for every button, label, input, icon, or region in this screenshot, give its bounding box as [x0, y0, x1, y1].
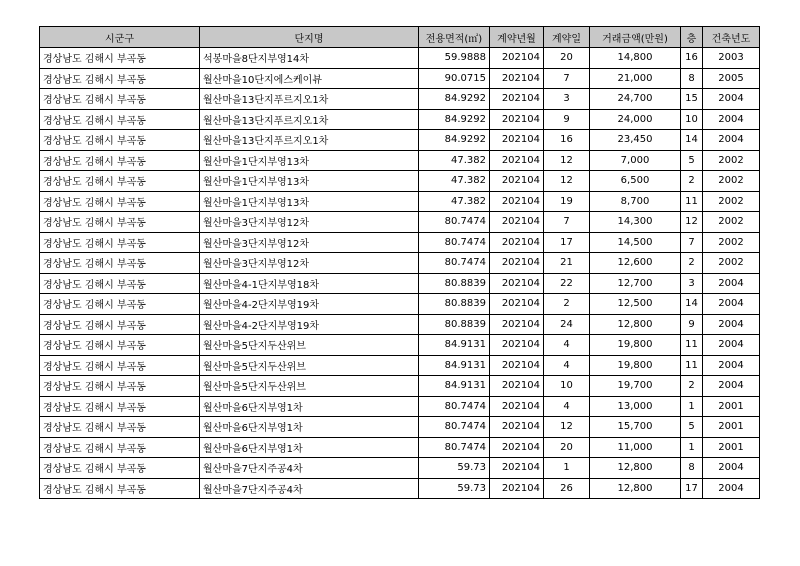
- floor-cell: 1: [681, 437, 703, 458]
- header-area: 전용면적(㎡): [419, 27, 490, 48]
- district-cell: 경상남도 김해시 부곡동: [40, 294, 200, 315]
- contract-day-cell: 4: [544, 396, 590, 417]
- price-cell: 14,500: [590, 232, 681, 253]
- price-cell: 11,000: [590, 437, 681, 458]
- floor-cell: 10: [681, 109, 703, 130]
- price-cell: 24,700: [590, 89, 681, 110]
- area-cell: 90.0715: [419, 68, 490, 89]
- contract-day-cell: 20: [544, 437, 590, 458]
- contract-month-cell: 202104: [490, 478, 544, 499]
- contract-day-cell: 17: [544, 232, 590, 253]
- area-cell: 84.9131: [419, 355, 490, 376]
- area-cell: 47.382: [419, 191, 490, 212]
- price-cell: 19,800: [590, 355, 681, 376]
- area-cell: 84.9292: [419, 89, 490, 110]
- contract-month-cell: 202104: [490, 109, 544, 130]
- area-cell: 84.9292: [419, 109, 490, 130]
- build-year-cell: 2002: [703, 232, 760, 253]
- contract-month-cell: 202104: [490, 335, 544, 356]
- contract-day-cell: 3: [544, 89, 590, 110]
- price-cell: 15,700: [590, 417, 681, 438]
- district-cell: 경상남도 김해시 부곡동: [40, 109, 200, 130]
- complex-name-cell: 월산마을13단지푸르지오1차: [200, 109, 419, 130]
- build-year-cell: 2002: [703, 212, 760, 233]
- price-cell: 14,800: [590, 48, 681, 69]
- build-year-cell: 2004: [703, 294, 760, 315]
- contract-day-cell: 12: [544, 417, 590, 438]
- header-contract-month: 계약년월: [490, 27, 544, 48]
- contract-month-cell: 202104: [490, 191, 544, 212]
- table-row: [40, 130, 760, 151]
- table-row: [40, 314, 760, 335]
- table-row: [40, 150, 760, 171]
- build-year-cell: 2004: [703, 89, 760, 110]
- build-year-cell: 2004: [703, 376, 760, 397]
- complex-name-cell: 월산마을13단지푸르지오1차: [200, 130, 419, 151]
- floor-cell: 14: [681, 294, 703, 315]
- district-cell: 경상남도 김해시 부곡동: [40, 417, 200, 438]
- floor-cell: 3: [681, 273, 703, 294]
- contract-day-cell: 9: [544, 109, 590, 130]
- complex-name-cell: 월산마을3단지부영12차: [200, 212, 419, 233]
- district-cell: 경상남도 김해시 부곡동: [40, 396, 200, 417]
- table-row: [40, 294, 760, 315]
- price-cell: 8,700: [590, 191, 681, 212]
- complex-name-cell: 월산마을6단지부영1차: [200, 396, 419, 417]
- district-cell: 경상남도 김해시 부곡동: [40, 232, 200, 253]
- contract-month-cell: 202104: [490, 294, 544, 315]
- complex-name-cell: 석봉마을8단지부영14차: [200, 48, 419, 69]
- complex-name-cell: 월산마을4-1단지부영18차: [200, 273, 419, 294]
- contract-month-cell: 202104: [490, 232, 544, 253]
- contract-month-cell: 202104: [490, 314, 544, 335]
- contract-day-cell: 2: [544, 294, 590, 315]
- contract-day-cell: 10: [544, 376, 590, 397]
- table-row: [40, 171, 760, 192]
- build-year-cell: 2003: [703, 48, 760, 69]
- district-cell: 경상남도 김해시 부곡동: [40, 68, 200, 89]
- complex-name-cell: 월산마을1단지부영13차: [200, 150, 419, 171]
- price-cell: 7,000: [590, 150, 681, 171]
- header-contract-day: 계약일: [544, 27, 590, 48]
- contract-month-cell: 202104: [490, 130, 544, 151]
- table-row: [40, 478, 760, 499]
- floor-cell: 17: [681, 478, 703, 499]
- contract-day-cell: 4: [544, 335, 590, 356]
- contract-day-cell: 24: [544, 314, 590, 335]
- complex-name-cell: 월산마을5단지두산위브: [200, 376, 419, 397]
- district-cell: 경상남도 김해시 부곡동: [40, 335, 200, 356]
- contract-day-cell: 19: [544, 191, 590, 212]
- contract-day-cell: 4: [544, 355, 590, 376]
- district-cell: 경상남도 김해시 부곡동: [40, 376, 200, 397]
- contract-month-cell: 202104: [490, 273, 544, 294]
- contract-day-cell: 20: [544, 48, 590, 69]
- floor-cell: 11: [681, 335, 703, 356]
- floor-cell: 16: [681, 48, 703, 69]
- district-cell: 경상남도 김해시 부곡동: [40, 273, 200, 294]
- contract-month-cell: 202104: [490, 171, 544, 192]
- district-cell: 경상남도 김해시 부곡동: [40, 48, 200, 69]
- floor-cell: 5: [681, 417, 703, 438]
- contract-month-cell: 202104: [490, 150, 544, 171]
- contract-month-cell: 202104: [490, 48, 544, 69]
- floor-cell: 11: [681, 191, 703, 212]
- area-cell: 80.7474: [419, 212, 490, 233]
- price-cell: 21,000: [590, 68, 681, 89]
- area-cell: 59.73: [419, 478, 490, 499]
- table-row: [40, 212, 760, 233]
- floor-cell: 8: [681, 68, 703, 89]
- table-row: [40, 335, 760, 356]
- area-cell: 80.7474: [419, 232, 490, 253]
- contract-month-cell: 202104: [490, 396, 544, 417]
- table-row: [40, 355, 760, 376]
- area-cell: 80.7474: [419, 437, 490, 458]
- table-row: [40, 48, 760, 69]
- build-year-cell: 2004: [703, 355, 760, 376]
- price-cell: 12,500: [590, 294, 681, 315]
- district-cell: 경상남도 김해시 부곡동: [40, 191, 200, 212]
- floor-cell: 2: [681, 376, 703, 397]
- area-cell: 84.9131: [419, 376, 490, 397]
- price-cell: 24,000: [590, 109, 681, 130]
- district-cell: 경상남도 김해시 부곡동: [40, 253, 200, 274]
- complex-name-cell: 월산마을10단지에스케이뷰: [200, 68, 419, 89]
- contract-month-cell: 202104: [490, 437, 544, 458]
- price-cell: 12,800: [590, 478, 681, 499]
- district-cell: 경상남도 김해시 부곡동: [40, 355, 200, 376]
- area-cell: 80.7474: [419, 417, 490, 438]
- price-cell: 12,800: [590, 314, 681, 335]
- build-year-cell: 2002: [703, 253, 760, 274]
- build-year-cell: 2002: [703, 191, 760, 212]
- price-cell: 19,800: [590, 335, 681, 356]
- build-year-cell: 2002: [703, 171, 760, 192]
- header-row: [40, 27, 760, 48]
- floor-cell: 12: [681, 212, 703, 233]
- floor-cell: 15: [681, 89, 703, 110]
- contract-month-cell: 202104: [490, 417, 544, 438]
- contract-month-cell: 202104: [490, 355, 544, 376]
- district-cell: 경상남도 김해시 부곡동: [40, 314, 200, 335]
- district-cell: 경상남도 김해시 부곡동: [40, 130, 200, 151]
- area-cell: 80.8839: [419, 314, 490, 335]
- contract-day-cell: 12: [544, 150, 590, 171]
- floor-cell: 2: [681, 171, 703, 192]
- build-year-cell: 2004: [703, 458, 760, 479]
- table-row: [40, 396, 760, 417]
- complex-name-cell: 월산마을4-2단지부영19차: [200, 294, 419, 315]
- district-cell: 경상남도 김해시 부곡동: [40, 478, 200, 499]
- price-cell: 14,300: [590, 212, 681, 233]
- table-row: [40, 253, 760, 274]
- contract-day-cell: 12: [544, 171, 590, 192]
- area-cell: 59.9888: [419, 48, 490, 69]
- district-cell: 경상남도 김해시 부곡동: [40, 89, 200, 110]
- area-cell: 84.9131: [419, 335, 490, 356]
- district-cell: 경상남도 김해시 부곡동: [40, 212, 200, 233]
- floor-cell: 8: [681, 458, 703, 479]
- price-cell: 13,000: [590, 396, 681, 417]
- contract-day-cell: 16: [544, 130, 590, 151]
- contract-month-cell: 202104: [490, 68, 544, 89]
- table-row: [40, 437, 760, 458]
- price-cell: 12,700: [590, 273, 681, 294]
- contract-day-cell: 21: [544, 253, 590, 274]
- header-complex-name: 단지명: [200, 27, 419, 48]
- contract-day-cell: 7: [544, 68, 590, 89]
- table-row: [40, 273, 760, 294]
- contract-day-cell: 1: [544, 458, 590, 479]
- complex-name-cell: 월산마을6단지부영1차: [200, 417, 419, 438]
- complex-name-cell: 월산마을7단지주공4차: [200, 478, 419, 499]
- district-cell: 경상남도 김해시 부곡동: [40, 171, 200, 192]
- build-year-cell: 2001: [703, 437, 760, 458]
- build-year-cell: 2005: [703, 68, 760, 89]
- build-year-cell: 2004: [703, 273, 760, 294]
- complex-name-cell: 월산마을1단지부영13차: [200, 171, 419, 192]
- district-cell: 경상남도 김해시 부곡동: [40, 437, 200, 458]
- price-cell: 23,450: [590, 130, 681, 151]
- table-row: [40, 89, 760, 110]
- floor-cell: 1: [681, 396, 703, 417]
- build-year-cell: 2001: [703, 396, 760, 417]
- transaction-table: [39, 26, 760, 499]
- build-year-cell: 2001: [703, 417, 760, 438]
- complex-name-cell: 월산마을5단지두산위브: [200, 335, 419, 356]
- header-floor: 층: [681, 27, 703, 48]
- table-row: [40, 191, 760, 212]
- complex-name-cell: 월산마을4-2단지부영19차: [200, 314, 419, 335]
- district-cell: 경상남도 김해시 부곡동: [40, 458, 200, 479]
- build-year-cell: 2004: [703, 335, 760, 356]
- complex-name-cell: 월산마을13단지푸르지오1차: [200, 89, 419, 110]
- contract-day-cell: 22: [544, 273, 590, 294]
- area-cell: 47.382: [419, 150, 490, 171]
- contract-month-cell: 202104: [490, 376, 544, 397]
- contract-month-cell: 202104: [490, 458, 544, 479]
- price-cell: 12,800: [590, 458, 681, 479]
- build-year-cell: 2004: [703, 314, 760, 335]
- table-row: [40, 458, 760, 479]
- floor-cell: 11: [681, 355, 703, 376]
- table-row: [40, 68, 760, 89]
- floor-cell: 14: [681, 130, 703, 151]
- area-cell: 80.7474: [419, 396, 490, 417]
- area-cell: 47.382: [419, 171, 490, 192]
- build-year-cell: 2004: [703, 130, 760, 151]
- complex-name-cell: 월산마을3단지부영12차: [200, 253, 419, 274]
- contract-day-cell: 7: [544, 212, 590, 233]
- price-cell: 12,600: [590, 253, 681, 274]
- build-year-cell: 2004: [703, 478, 760, 499]
- floor-cell: 2: [681, 253, 703, 274]
- area-cell: 80.8839: [419, 273, 490, 294]
- floor-cell: 5: [681, 150, 703, 171]
- complex-name-cell: 월산마을3단지부영12차: [200, 232, 419, 253]
- complex-name-cell: 월산마을1단지부영13차: [200, 191, 419, 212]
- price-cell: 6,500: [590, 171, 681, 192]
- area-cell: 84.9292: [419, 130, 490, 151]
- contract-month-cell: 202104: [490, 212, 544, 233]
- header-district: 시군구: [40, 27, 200, 48]
- table-row: [40, 417, 760, 438]
- district-cell: 경상남도 김해시 부곡동: [40, 150, 200, 171]
- price-cell: 19,700: [590, 376, 681, 397]
- contract-month-cell: 202104: [490, 89, 544, 110]
- floor-cell: 9: [681, 314, 703, 335]
- table-row: [40, 376, 760, 397]
- area-cell: 80.7474: [419, 253, 490, 274]
- complex-name-cell: 월산마을6단지부영1차: [200, 437, 419, 458]
- floor-cell: 7: [681, 232, 703, 253]
- contract-month-cell: 202104: [490, 253, 544, 274]
- area-cell: 59.73: [419, 458, 490, 479]
- contract-day-cell: 26: [544, 478, 590, 499]
- header-build-year: 건축년도: [703, 27, 760, 48]
- area-cell: 80.8839: [419, 294, 490, 315]
- build-year-cell: 2002: [703, 150, 760, 171]
- header-price: 거래금액(만원): [590, 27, 681, 48]
- build-year-cell: 2004: [703, 109, 760, 130]
- table-row: [40, 109, 760, 130]
- complex-name-cell: 월산마을7단지주공4차: [200, 458, 419, 479]
- table-row: [40, 232, 760, 253]
- complex-name-cell: 월산마을5단지두산위브: [200, 355, 419, 376]
